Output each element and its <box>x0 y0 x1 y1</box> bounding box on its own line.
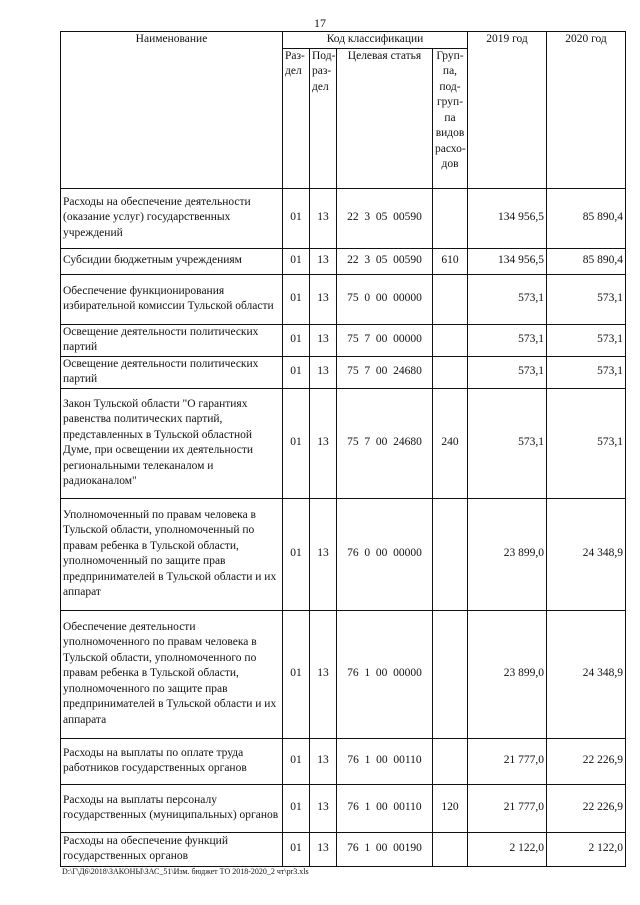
row-section: 01 <box>283 388 310 498</box>
table-row <box>61 610 626 738</box>
row-value-2020: 573,1 <box>547 324 626 356</box>
row-name: Обеспечение деятельности уполномоченного по правам человека в Тульской области, уполномоченного по правам ребенка в Тульской области, уполномоченного по защите прав предпринимателей в Тульской области и их аппарата <box>61 610 283 738</box>
row-section: 01 <box>283 738 310 784</box>
row-value-2019: 573,1 <box>468 356 547 388</box>
row-value-2019: 23 899,0 <box>468 610 547 738</box>
row-target-article: 75 7 00 00000 <box>337 324 433 356</box>
table-row <box>61 388 626 498</box>
header-code-group: Код классификации <box>283 32 468 49</box>
header-subsection: Под- раз- дел <box>310 48 337 188</box>
table-row <box>61 248 626 274</box>
row-expense-group: 240 <box>433 388 468 498</box>
row-value-2020: 85 890,4 <box>547 188 626 248</box>
row-expense-group <box>433 188 468 248</box>
row-subsection: 13 <box>310 610 337 738</box>
row-subsection: 13 <box>310 274 337 324</box>
row-subsection: 13 <box>310 188 337 248</box>
table-row <box>61 188 626 248</box>
row-expense-group <box>433 738 468 784</box>
row-section: 01 <box>283 610 310 738</box>
header-expense-group: Груп- па, под- груп- па видов расхо- дов <box>433 48 468 188</box>
row-name: Расходы на обеспечение деятельности (оказание услуг) государственных учреждений <box>61 188 283 248</box>
row-expense-group <box>433 832 468 866</box>
row-section: 01 <box>283 248 310 274</box>
page-number: 17 <box>314 16 326 30</box>
row-subsection: 13 <box>310 248 337 274</box>
header-target-article: Целевая статья <box>337 48 433 188</box>
table-row <box>61 324 626 356</box>
row-expense-group: 120 <box>433 784 468 832</box>
row-name: Обеспечение функционирования избирательной комиссии Тульской области <box>61 274 283 324</box>
row-target-article: 75 0 00 00000 <box>337 274 433 324</box>
table-row <box>61 784 626 832</box>
row-name: Освещение деятельности политических партий <box>61 356 283 388</box>
header-name: Наименование <box>61 32 283 189</box>
row-value-2020: 85 890,4 <box>547 248 626 274</box>
row-name: Уполномоченный по правам человека в Тульской области, уполномоченный по правам ребенка в Тульской области, уполномоченный по защите прав предпринимателей в Тульской области и их аппарат <box>61 498 283 610</box>
row-name: Субсидии бюджетным учреждениям <box>61 248 283 274</box>
row-target-article: 76 1 00 00190 <box>337 832 433 866</box>
row-value-2019: 134 956,5 <box>468 248 547 274</box>
budget-table <box>60 31 626 867</box>
row-value-2019: 573,1 <box>468 388 547 498</box>
table-row <box>61 356 626 388</box>
row-name: Расходы на выплаты по оплате труда работников государственных органов <box>61 738 283 784</box>
row-value-2020: 24 348,9 <box>547 498 626 610</box>
row-name: Закон Тульской области "О гарантиях равенства политических партий, представленных в Тульской областной Думе, при освещении их деятельности региональными телеканалом и радиоканалом" <box>61 388 283 498</box>
row-target-article: 76 1 00 00110 <box>337 784 433 832</box>
row-value-2019: 23 899,0 <box>468 498 547 610</box>
row-section: 01 <box>283 498 310 610</box>
header-year-2019: 2019 год <box>468 32 547 189</box>
row-expense-group <box>433 356 468 388</box>
row-section: 01 <box>283 356 310 388</box>
row-section: 01 <box>283 324 310 356</box>
row-subsection: 13 <box>310 738 337 784</box>
row-expense-group: 610 <box>433 248 468 274</box>
row-section: 01 <box>283 832 310 866</box>
row-target-article: 22 3 05 00590 <box>337 248 433 274</box>
row-subsection: 13 <box>310 324 337 356</box>
row-section: 01 <box>283 188 310 248</box>
row-target-article: 76 0 00 00000 <box>337 498 433 610</box>
row-subsection: 13 <box>310 388 337 498</box>
row-subsection: 13 <box>310 498 337 610</box>
row-expense-group <box>433 610 468 738</box>
table-row <box>61 738 626 784</box>
row-subsection: 13 <box>310 356 337 388</box>
row-name: Расходы на выплаты персоналу государственных (муниципальных) органов <box>61 784 283 832</box>
row-value-2019: 573,1 <box>468 324 547 356</box>
row-expense-group <box>433 274 468 324</box>
row-value-2020: 573,1 <box>547 388 626 498</box>
table-row <box>61 498 626 610</box>
row-value-2020: 22 226,9 <box>547 784 626 832</box>
header-year-2020: 2020 год <box>547 32 626 189</box>
row-target-article: 22 3 05 00590 <box>337 188 433 248</box>
row-value-2019: 2 122,0 <box>468 832 547 866</box>
row-target-article: 75 7 00 24680 <box>337 356 433 388</box>
table-row <box>61 832 626 866</box>
header-section: Раз- дел <box>283 48 310 188</box>
row-value-2020: 573,1 <box>547 274 626 324</box>
row-value-2020: 24 348,9 <box>547 610 626 738</box>
row-expense-group <box>433 498 468 610</box>
row-value-2019: 573,1 <box>468 274 547 324</box>
row-value-2019: 21 777,0 <box>468 738 547 784</box>
row-value-2020: 22 226,9 <box>547 738 626 784</box>
row-target-article: 76 1 00 00000 <box>337 610 433 738</box>
row-subsection: 13 <box>310 832 337 866</box>
file-path-footer: D:\Г\Д6\2018\ЗАКОНЫ\ЗАС_51\Изм. бюджет ТО 2018-2020_2 чт\pr3.xls <box>62 867 309 876</box>
row-name: Освещение деятельности политических партий <box>61 324 283 356</box>
row-value-2020: 573,1 <box>547 356 626 388</box>
row-target-article: 76 1 00 00110 <box>337 738 433 784</box>
row-section: 01 <box>283 274 310 324</box>
row-section: 01 <box>283 784 310 832</box>
row-expense-group <box>433 324 468 356</box>
row-target-article: 75 7 00 24680 <box>337 388 433 498</box>
row-subsection: 13 <box>310 784 337 832</box>
table-row <box>61 274 626 324</box>
row-value-2020: 2 122,0 <box>547 832 626 866</box>
row-name: Расходы на обеспечение функций государственных органов <box>61 832 283 866</box>
row-value-2019: 134 956,5 <box>468 188 547 248</box>
row-value-2019: 21 777,0 <box>468 784 547 832</box>
